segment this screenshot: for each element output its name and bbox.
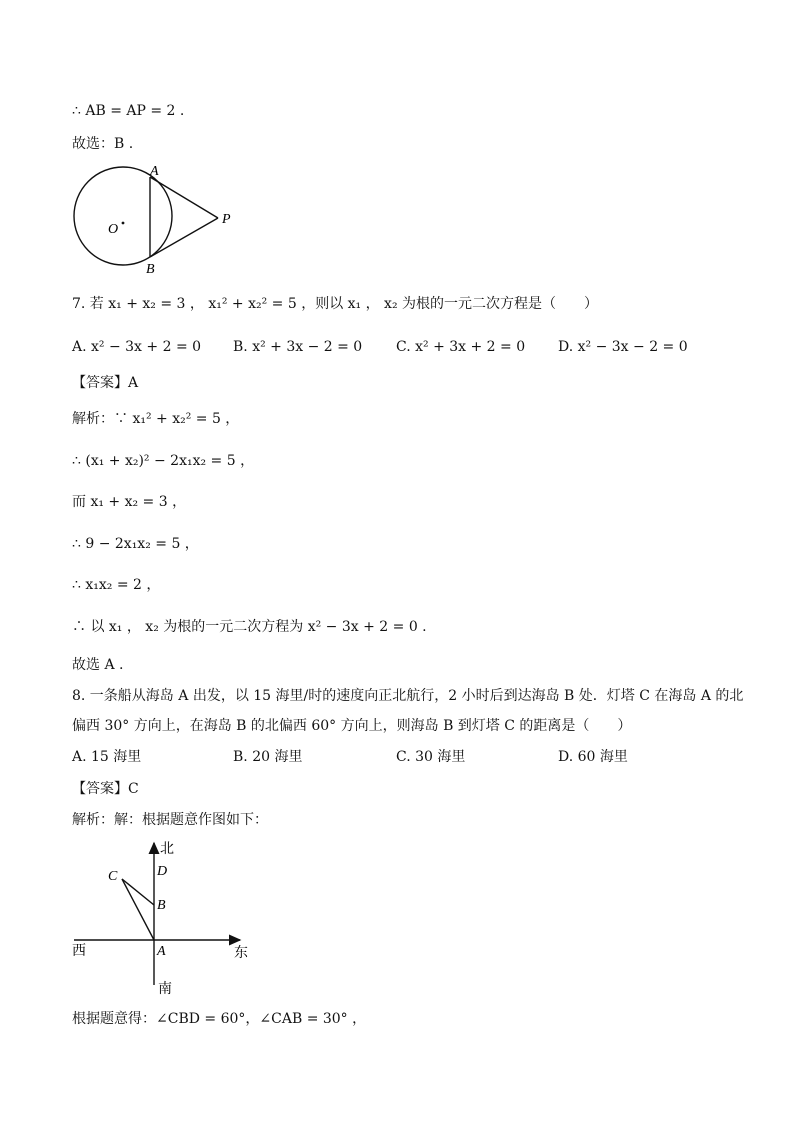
label-west: 西 — [72, 943, 86, 959]
solution-line: ∴ x₁x₂ = 2 ， — [72, 577, 161, 593]
compass-diagram — [68, 835, 268, 1000]
q8-option-d: D. 60 海里 — [558, 749, 628, 765]
text-line: ∴ AB = AP = 2 . — [72, 103, 185, 119]
label-O: O — [108, 222, 119, 237]
text-line: 故选：B . — [72, 136, 134, 152]
answer-7: 【答案】A — [72, 375, 139, 391]
q7-option-a: A. x² − 3x + 2 = 0 — [72, 339, 202, 355]
label-D: D — [157, 864, 168, 879]
q8-option-c: C. 30 海里 — [396, 749, 466, 765]
question-7: 7. 若 x₁ + x₂ = 3 ， x₁² + x₂² = 5 ，则以 x₁ ， x₂ 为根的一元二次方程是（ ） — [72, 296, 599, 312]
q7-option-c: C. x² + 3x + 2 = 0 — [396, 339, 526, 355]
solution-line: ∴ 9 − 2x₁x₂ = 5 ， — [72, 536, 199, 552]
q7-option-b: B. x² + 3x − 2 = 0 — [233, 339, 363, 355]
solution-line: 解析：∵ x₁² + x₂² = 5 ， — [72, 411, 240, 427]
q8-option-b: B. 20 海里 — [233, 749, 303, 765]
question-8-line1: 8. 一条船从海岛 A 出发，以 15 海里/时的速度向正北航行，2 小时后到达海岛 B 处．灯塔 C 在海岛 A 的北 — [72, 688, 744, 704]
label-C: C — [108, 869, 118, 884]
solution-line: 故选 A . — [72, 657, 124, 673]
solution-line: 解析：解：根据题意作图如下： — [72, 812, 268, 828]
label-north: 北 — [160, 841, 174, 857]
label-A: A — [150, 164, 159, 179]
label-P: P — [222, 212, 231, 227]
label-south: 南 — [158, 981, 172, 997]
solution-line: 根据题意得：∠CBD = 60°，∠CAB = 30° ， — [72, 1011, 367, 1027]
solution-line: ∴ 以 x₁ ， x₂ 为根的一元二次方程为 x² − 3x + 2 = 0 . — [72, 619, 427, 635]
solution-line: 而 x₁ + x₂ = 3 ， — [72, 494, 187, 510]
question-8-line2: 偏西 30° 方向上，在海岛 B 的北偏西 60° 方向上，则海岛 B 到灯塔 C 的距离是（ ） — [72, 718, 632, 734]
q8-option-a: A. 15 海里 — [72, 749, 142, 765]
label-B: B — [146, 262, 155, 277]
solution-line: ∴ (x₁ + x₂)² − 2x₁x₂ = 5 ， — [72, 453, 255, 469]
label-A: A — [157, 944, 166, 959]
label-east: 东 — [234, 945, 248, 961]
label-B: B — [157, 898, 166, 913]
circle-tangent-figure — [68, 163, 248, 278]
answer-8: 【答案】C — [72, 781, 139, 797]
q7-option-d: D. x² − 3x − 2 = 0 — [558, 339, 688, 355]
